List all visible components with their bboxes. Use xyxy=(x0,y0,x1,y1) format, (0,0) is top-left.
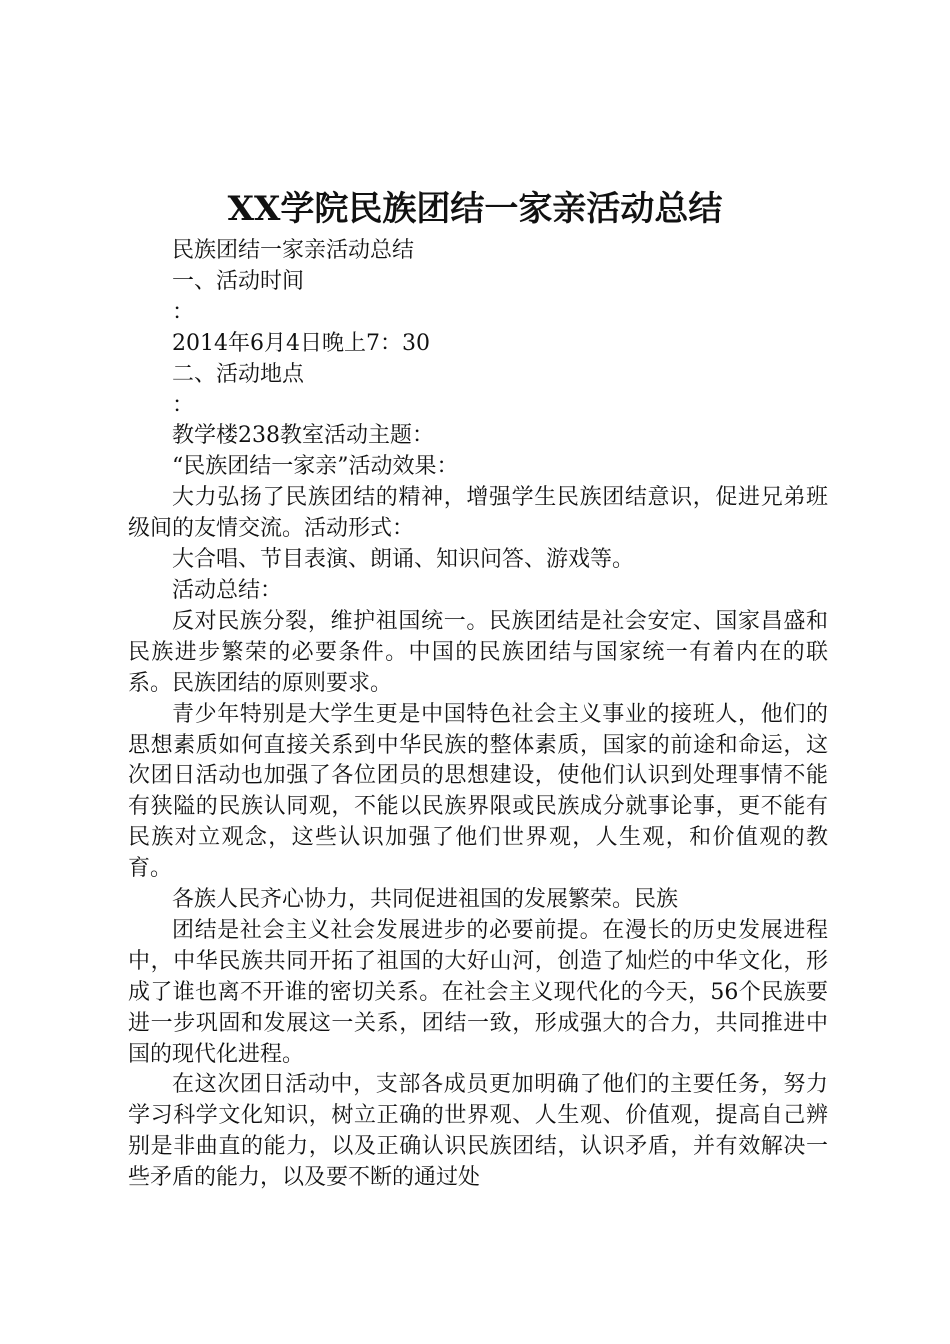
section-heading-summary: 活动总结： xyxy=(172,577,283,603)
activity-location: 教学楼238教室活动主题： xyxy=(172,423,434,449)
activity-datetime: 2014年6月4日晚上7：30 xyxy=(172,330,430,356)
section-heading-time: 一、活动时间 xyxy=(172,268,305,294)
paragraph: ： xyxy=(172,299,195,325)
paragraph: ： xyxy=(172,392,195,418)
activity-theme: “民族团结一家亲”活动效果： xyxy=(172,454,459,480)
document-title: XX学院民族团结一家亲活动总结 xyxy=(227,189,723,229)
paragraph: 各族人民齐心协力，共同促进祖国的发展繁荣。民族 xyxy=(172,887,679,913)
paragraph: 反对民族分裂，维护祖国统一。民族团结是社会安定、国家昌盛和民族进步繁荣的必要条件。中国的民族团结与国家统一有着内在的联系。民族团结的原则要求。 xyxy=(128,608,828,696)
paragraph: 青少年特别是大学生更是中国特色社会主义事业的接班人，他们的思想素质如何直接关系到中华民族的整体素质，国家的前途和命运，这次团日活动也加强了各位团员的思想建设，使他们认识到处理事情不能有狭隘的民族认同观，不能以民族界限或民族成分就事论事，更不能有民族对立观念，这些认识加强了他们世界观，人生观，和价值观的教育。 xyxy=(128,701,828,882)
section-heading-location: 二、活动地点 xyxy=(172,361,305,387)
paragraph: 团结是社会主义社会发展进步的必要前提。在漫长的历史发展进程中，中华民族共同开拓了祖国的大好山河，创造了灿烂的中华文化，形成了谁也离不开谁的密切关系。在社会主义现代化的今天，56个民族要进一步巩固和发展这一关系，团结一致，形成强大的合力，共同推进中国的现代化进程。 xyxy=(128,917,828,1067)
paragraph: 民族团结一家亲活动总结 xyxy=(172,238,415,263)
paragraph: 在这次团日活动中，支部各成员更加明确了他们的主要任务，努力学习科学文化知识，树立正确的世界观、人生观、价值观，提高自己辨别是非曲直的能力，以及正确认识民族团结，认识矛盾，并有效解决一些矛盾的能力，以及要不断的通过处 xyxy=(128,1072,828,1191)
paragraph: 大力弘扬了民族团结的精神，增强学生民族团结意识，促进兄弟班级间的友情交流。活动形式： xyxy=(128,485,828,542)
document-body xyxy=(128,236,828,1194)
activity-forms: 大合唱、节目表演、朗诵、知识问答、游戏等。 xyxy=(172,547,635,573)
